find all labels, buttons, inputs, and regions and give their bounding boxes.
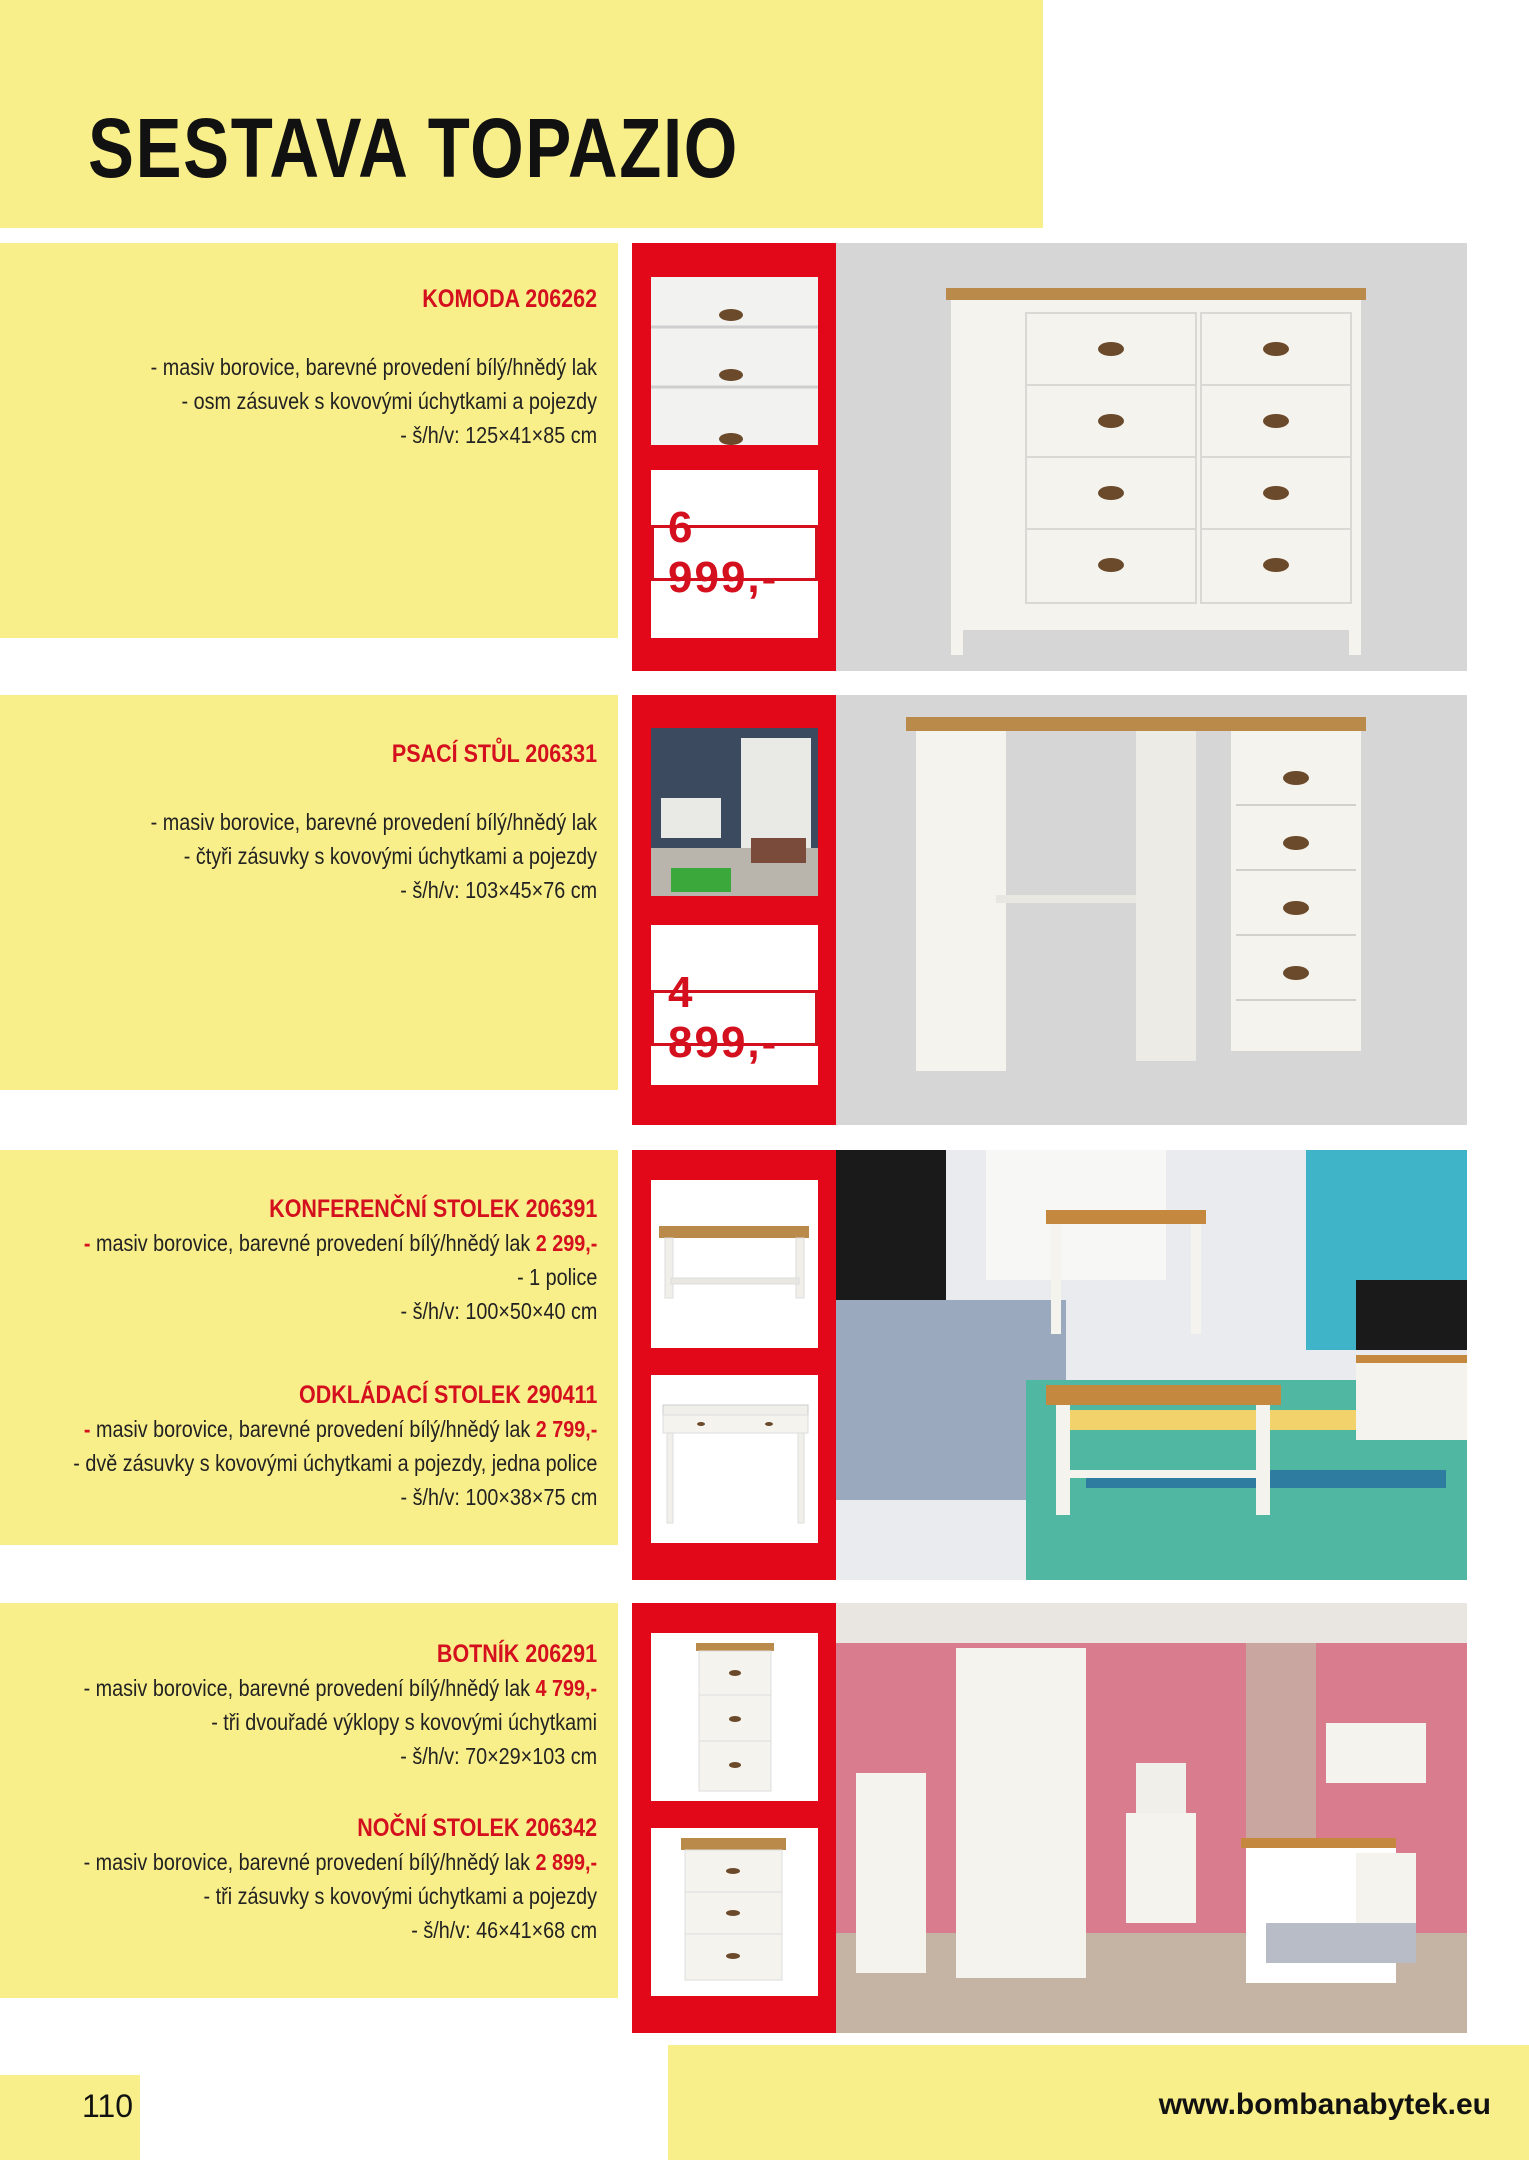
product-price: 4 799,- bbox=[535, 1675, 597, 1701]
spec-text: masiv borovice, barevné provedení bílý/hnědý lak bbox=[90, 1416, 536, 1442]
product-spec-line: - š/h/v: 100×38×75 cm bbox=[400, 1484, 597, 1510]
thumbnail-shoe-cabinet bbox=[651, 1633, 818, 1801]
thumbnail-console-table bbox=[651, 1375, 818, 1543]
product-spec-line: - tři dvouřadé výklopy s kovovými úchytkami bbox=[211, 1709, 597, 1735]
website-link[interactable]: www.bombanabytek.eu bbox=[1158, 2088, 1491, 2121]
product-photo-living-room bbox=[836, 1150, 1467, 1580]
product-price: 2 299,- bbox=[535, 1230, 597, 1256]
product-photo-desk bbox=[836, 695, 1467, 1125]
thumbnail-coffee-table bbox=[651, 1180, 818, 1348]
product-text-bedroom bbox=[0, 1637, 597, 1987]
page-number: 110 bbox=[82, 2088, 134, 2124]
console-table-illustration bbox=[651, 1375, 818, 1543]
price-badge: 4 899,- bbox=[651, 990, 818, 1046]
red-dash: - bbox=[83, 1230, 91, 1256]
desk-illustration bbox=[836, 695, 1467, 1125]
room-preview-illustration bbox=[651, 728, 818, 896]
red-dash: - bbox=[83, 1416, 91, 1442]
product-spec-line: - masiv borovice, barevné provedení bílý/hnědý lak bbox=[150, 809, 597, 835]
page-title: SESTAVA TOPAZIO bbox=[88, 101, 739, 195]
product-spec-line bbox=[84, 1671, 597, 1705]
product-spec-line: - š/h/v: 100×50×40 cm bbox=[400, 1298, 597, 1324]
product-spec-line: - š/h/v: 46×41×68 cm bbox=[411, 1917, 597, 1943]
living-room-illustration bbox=[836, 1150, 1467, 1580]
komoda-illustration bbox=[836, 243, 1467, 671]
coffee-table-illustration bbox=[651, 1180, 818, 1348]
product-spec-line: - dvě zásuvky s kovovými úchytkami a pojezdy, jedna police bbox=[72, 1450, 597, 1476]
bedroom-illustration bbox=[836, 1603, 1467, 2033]
product-spec-line: - tři zásuvky s kovovými úchytkami a pojezdy bbox=[203, 1883, 598, 1909]
product-name: KONFERENČNÍ STOLEK 206391 bbox=[268, 1195, 597, 1223]
product-spec-line: - š/h/v: 103×45×76 cm bbox=[400, 877, 597, 903]
product-name: NOČNÍ STOLEK 206342 bbox=[357, 1814, 597, 1842]
product-spec-line: - čtyři zásuvky s kovovými úchytkami a pojezdy bbox=[183, 843, 597, 869]
product-spec-line bbox=[73, 1412, 597, 1446]
product-text-tables bbox=[0, 1192, 597, 1542]
product-spec-line: - osm zásuvek s kovovými úchytkami a pojezdy bbox=[181, 388, 597, 414]
price-badge: 6 999,- bbox=[651, 525, 818, 581]
thumbnail-room-preview bbox=[651, 728, 818, 896]
product-photo-komoda bbox=[836, 243, 1467, 671]
drawer-detail-illustration bbox=[651, 277, 818, 445]
product-spec-line: - š/h/v: 125×41×85 cm bbox=[400, 422, 597, 448]
product-spec-line: - masiv borovice, barevné provedení bílý/hnědý lak bbox=[150, 354, 597, 380]
product-name: ODKLÁDACÍ STOLEK 290411 bbox=[298, 1381, 597, 1409]
thumbnail-nightstand bbox=[651, 1828, 818, 1996]
product-photo-bedroom bbox=[836, 1603, 1467, 2033]
product-text-komoda bbox=[0, 282, 597, 582]
spec-text: - masiv borovice, barevné provedení bílý/hnědý lak bbox=[83, 1849, 536, 1875]
product-spec-line bbox=[73, 1226, 597, 1260]
spec-text: masiv borovice, barevné provedení bílý/hnědý lak bbox=[90, 1230, 536, 1256]
product-name: PSACÍ STŮL 206331 bbox=[391, 740, 597, 768]
product-spec-line: - š/h/v: 70×29×103 cm bbox=[400, 1743, 597, 1769]
shoe-cabinet-illustration bbox=[651, 1633, 818, 1801]
product-text-desk bbox=[0, 737, 597, 1037]
product-spec-line: - 1 police bbox=[516, 1264, 597, 1290]
product-price: 2 899,- bbox=[535, 1849, 597, 1875]
product-name: BOTNÍK 206291 bbox=[436, 1640, 597, 1668]
spec-text: - masiv borovice, barevné provedení bílý/hnědý lak bbox=[83, 1675, 536, 1701]
product-price: 2 799,- bbox=[535, 1416, 597, 1442]
product-name: KOMODA 206262 bbox=[422, 285, 597, 313]
nightstand-illustration bbox=[651, 1828, 818, 1996]
thumbnail-drawer-detail bbox=[651, 277, 818, 445]
product-spec-line bbox=[84, 1845, 597, 1879]
